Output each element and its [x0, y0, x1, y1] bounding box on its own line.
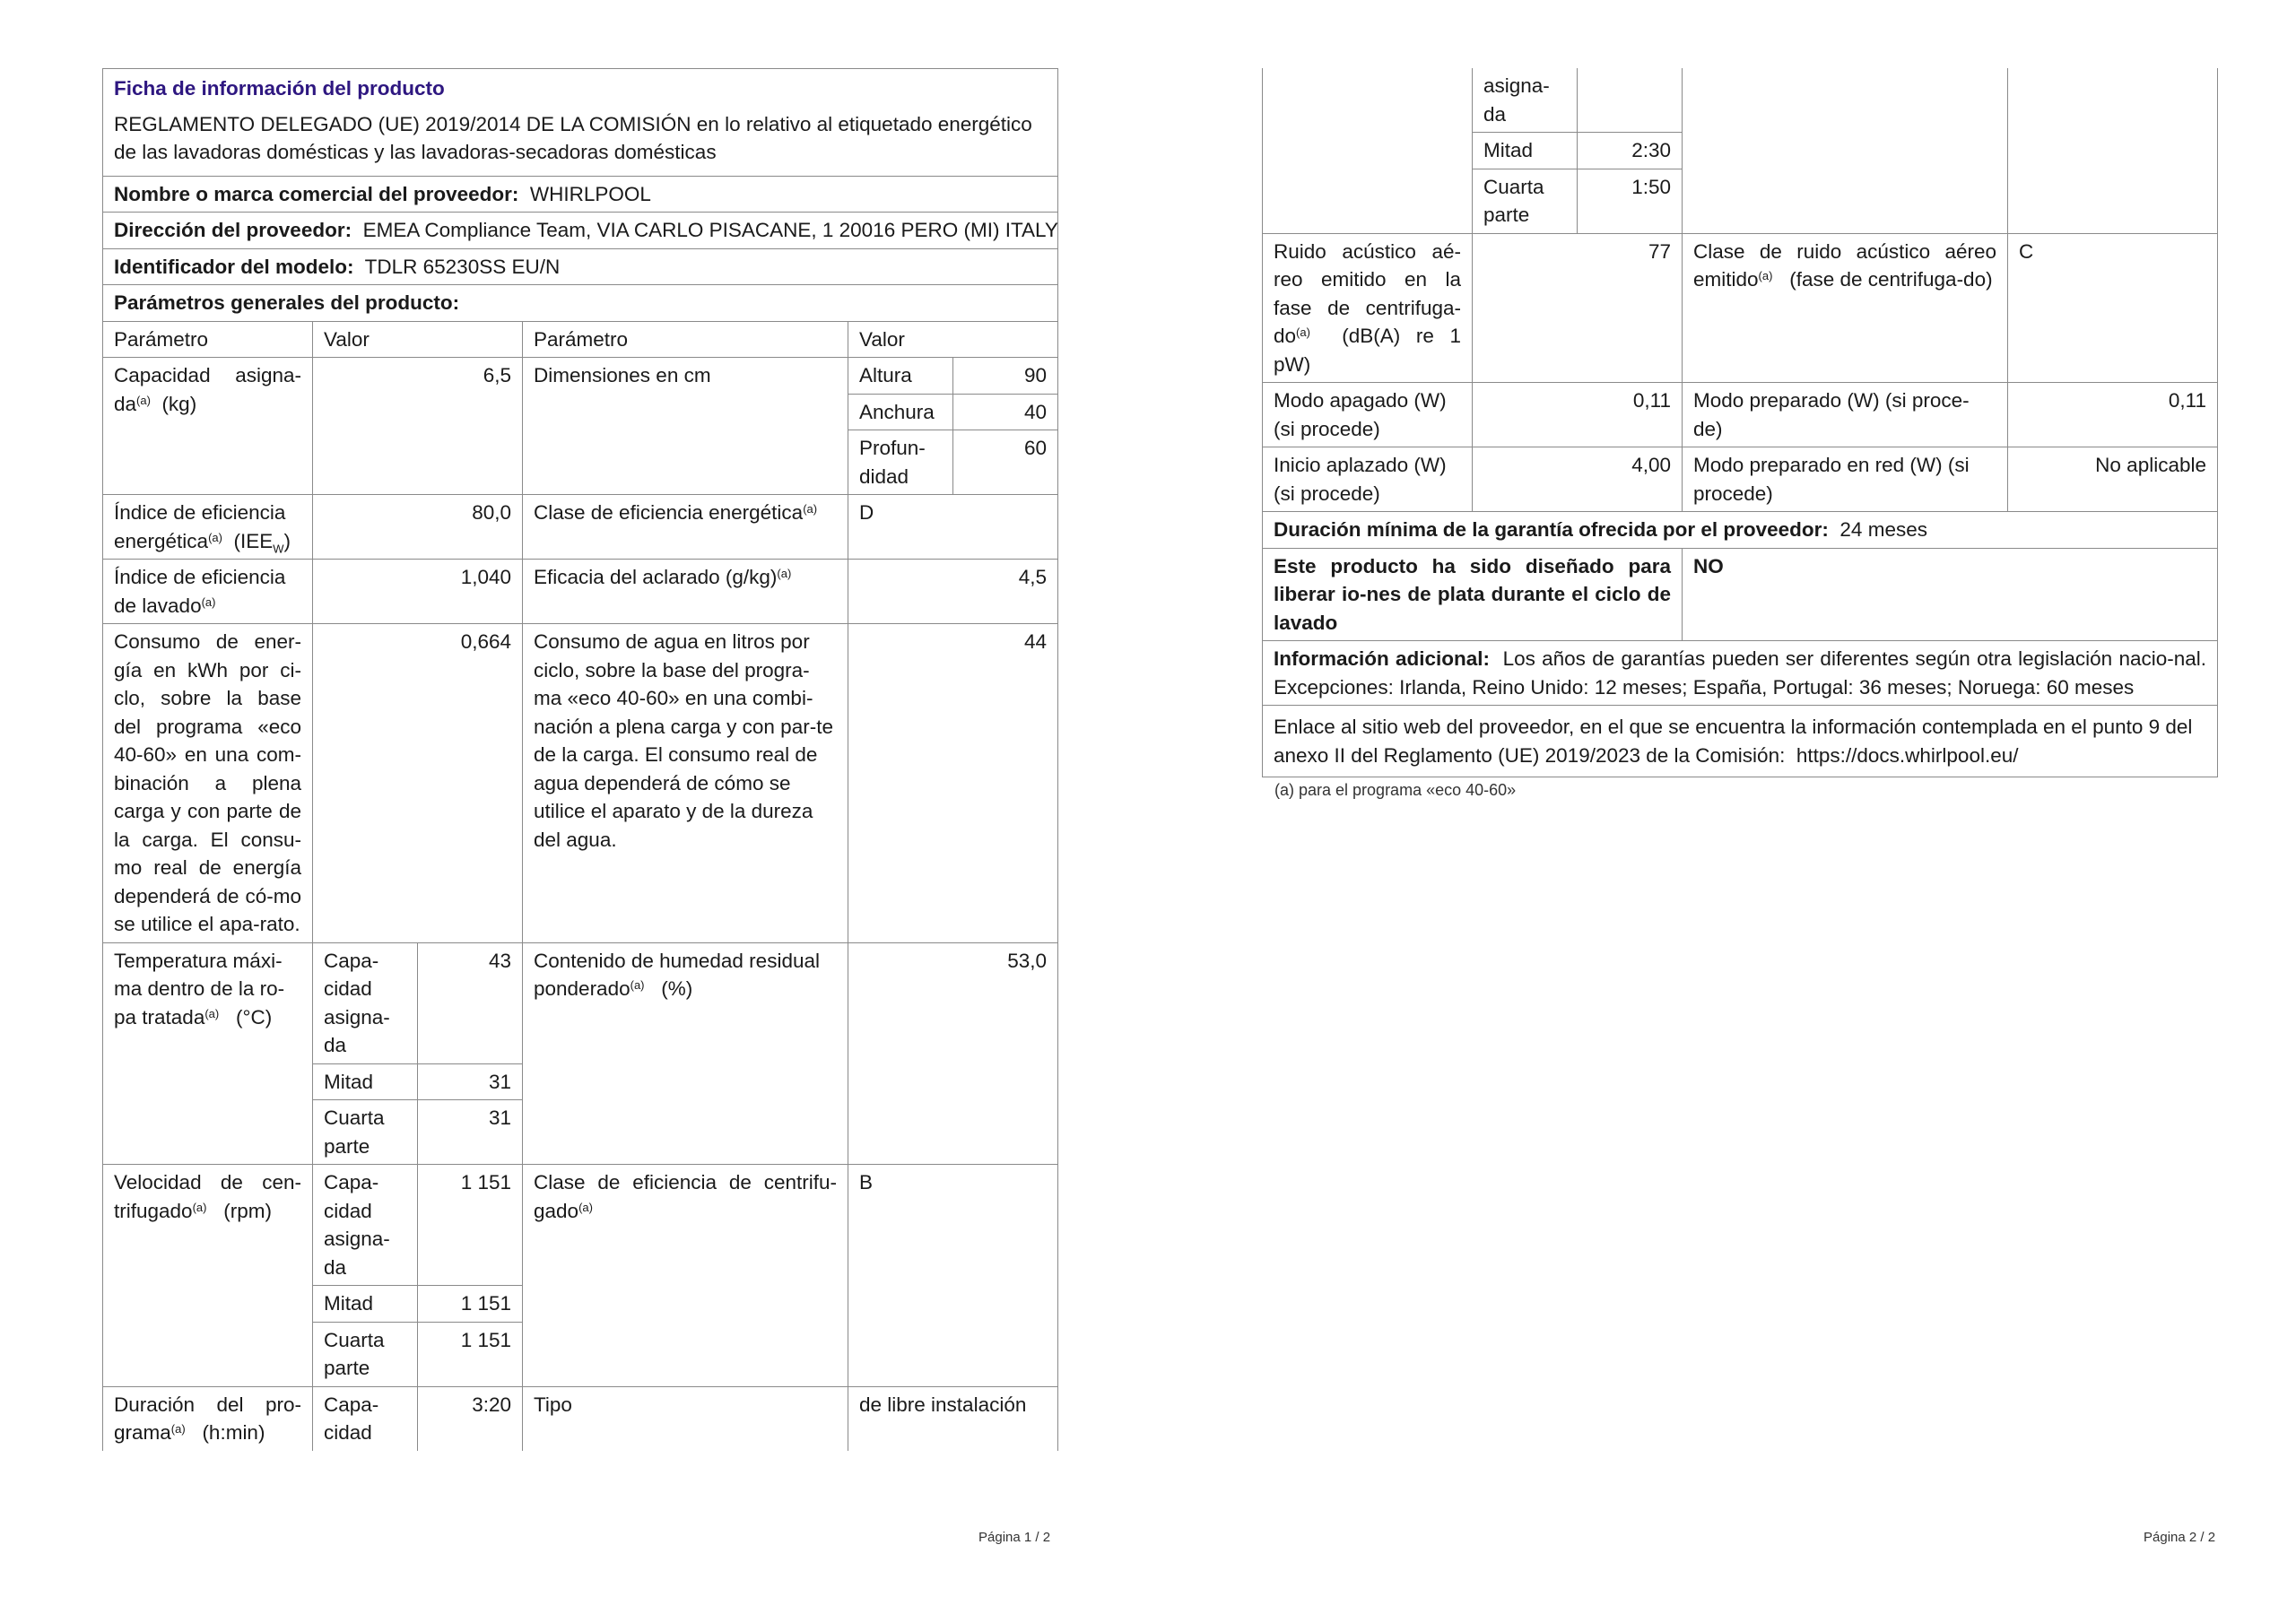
- capacity-value: 6,5: [313, 358, 523, 495]
- spin-class-label: Clase de eficiencia de centrifu-gado$^{(a)}$: [523, 1165, 848, 1387]
- spin-quarter-value: 1 151: [418, 1322, 523, 1386]
- website-row: [1263, 706, 2218, 777]
- type-value-continued: [2008, 68, 2218, 233]
- spin-half-label: Mitad: [313, 1286, 418, 1323]
- moisture-value: 53,0: [848, 942, 1058, 1165]
- header-parameter-1: Parámetro: [103, 321, 313, 358]
- water-consumption-label: Consumo de agua en litros por ciclo, sobre la base del progra-ma «eco 40-60» en una combi-nación a plena carga y con par-te de la carga. El consumo real de agua dependerá de cómo se utilice el aparato y de la dureza del agua.: [523, 624, 848, 943]
- energy-consumption-label: Consumo de ener-gía en kWh por ci-clo, sobre la base del programa «eco 40-60» en una com-binación a plena carga y con parte de la carga. El consu-mo real de energía dependerá de có-mo se utilice el apa-rato.: [103, 624, 313, 943]
- duration-rated-label-part2: asigna-da: [1473, 68, 1578, 133]
- spin-rated-value: 1 151: [418, 1165, 523, 1286]
- noise-class-label: Clase de ruido acústico aéreo emitido$^{(a)}$ (fase de centrifuga-do): [1683, 233, 2008, 383]
- energy-class-value: D: [848, 495, 1058, 560]
- standby-label: Modo preparado (W) (si proce-de): [1683, 383, 2008, 447]
- supplier-name-label: Nombre o marca comercial del proveedor:: [114, 182, 519, 205]
- supplier-address: EMEA Compliance Team, VIA CARLO PISACANE, 1 20016 PERO (MI) ITALY: [362, 219, 1058, 241]
- max-temp-half-label: Mitad: [313, 1063, 418, 1100]
- general-parameters-heading: Parámetros generales del producto:: [103, 285, 1058, 322]
- model-identifier: TDLR 65230SS EU/N: [364, 255, 561, 278]
- type-label: Tipo: [523, 1386, 848, 1451]
- duration-half-value: 2:30: [1578, 133, 1683, 169]
- product-info-table: [102, 68, 1058, 1451]
- supplier-address-row: [103, 213, 1058, 249]
- header-parameter-2: Parámetro: [523, 321, 848, 358]
- width-value: 40: [953, 394, 1058, 430]
- spin-half-value: 1 151: [418, 1286, 523, 1323]
- duration-half-label: Mitad: [1473, 133, 1578, 169]
- silver-ions-label: Este producto ha sido diseñado para liberar io-nes de plata durante el ciclo de lavado: [1263, 548, 1683, 641]
- warranty-label: Duración mínima de la garantía ofrecida por el proveedor:: [1274, 518, 1829, 541]
- depth-value: 60: [953, 430, 1058, 495]
- networked-standby-label: Modo preparado en red (W) (si procede): [1683, 447, 2008, 512]
- duration-label: Duración del pro-grama$^{(a)}$ (h:min): [103, 1386, 313, 1451]
- dimensions-label: Dimensiones en cm: [523, 358, 848, 495]
- height-value: 90: [953, 358, 1058, 395]
- energy-class-label: Clase de eficiencia energética$^{(a)}$: [523, 495, 848, 560]
- washing-index-label: Índice de eficiencia de lavado$^{(a)}$: [103, 560, 313, 624]
- regulation-text: REGLAMENTO DELEGADO (UE) 2019/2014 DE LA COMISIÓN en lo relativo al etiquetado energético de las lavadoras domésticas y las lavadoras-secadoras domésticas: [103, 107, 1058, 177]
- duration-quarter-label: Cuarta parte: [1473, 169, 1578, 233]
- eei-value: 80,0: [313, 495, 523, 560]
- spin-quarter-label: Cuarta parte: [313, 1322, 418, 1386]
- duration-rated-value-continued: [1578, 68, 1683, 133]
- spin-speed-label: Velocidad de cen-trifugado$^{(a)}$ (rpm): [103, 1165, 313, 1387]
- off-mode-label: Modo apagado (W) (si procede): [1263, 383, 1473, 447]
- max-temp-label: Temperatura máxi-ma dentro de la ro-pa tratada$^{(a)}$ (°C): [103, 942, 313, 1165]
- header-value-2: Valor: [848, 321, 1058, 358]
- noise-value: 77: [1473, 233, 1683, 383]
- silver-ions-value: NO: [1683, 548, 2218, 641]
- product-info-table-continued: [1262, 68, 2218, 777]
- additional-info-text: Los años de garantías pueden ser diferentes según otra legislación nacio-nal. Excepciones: Irlanda, Reino Unido: 12 meses; España, Portugal: 36 meses; Noruega: 60 meses: [1274, 647, 2206, 699]
- type-label-continued: [1683, 68, 2008, 233]
- max-temp-quarter-label: Cuarta parte: [313, 1100, 418, 1165]
- document-title: Ficha de información del producto: [103, 69, 1058, 107]
- delay-start-label: Inicio aplazado (W) (si procede): [1263, 447, 1473, 512]
- delay-start-value: 4,00: [1473, 447, 1683, 512]
- rinsing-value: 4,5: [848, 560, 1058, 624]
- height-label: Altura: [848, 358, 953, 395]
- spin-rated-label: Capa-cidad asigna-da: [313, 1165, 418, 1286]
- website-text: Enlace al sitio web del proveedor, en el que se encuentra la información contemplada en el punto 9 del anexo II del Reglamento (UE) 2019/2023 de la Comisión:: [1274, 716, 2193, 767]
- washing-index-value: 1,040: [313, 560, 523, 624]
- max-temp-rated-label: Capa-cidad asigna-da: [313, 942, 418, 1063]
- supplier-name-row: [103, 176, 1058, 213]
- off-mode-value: 0,11: [1473, 383, 1683, 447]
- spin-class-value: B: [848, 1165, 1058, 1387]
- footnote: (a) para el programa «eco 40-60»: [1274, 781, 1517, 799]
- table-header-row: [103, 321, 1058, 358]
- duration-label-continued: [1263, 68, 1473, 233]
- rinsing-label: Eficacia del aclarado $(g/kg)^{(a)}$: [523, 560, 848, 624]
- max-temp-half-value: 31: [418, 1063, 523, 1100]
- model-row: [103, 248, 1058, 285]
- page-2: [1262, 68, 2217, 800]
- eei-label: Índice de eficiencia energética$^{(a)}$ $(IEE_W)$: [103, 495, 313, 560]
- moisture-label: Contenido de humedad residual ponderado$^{(a)}$ (%): [523, 942, 848, 1165]
- capacity-label: Capacidad asigna-$da^{(a)}$ (kg): [103, 358, 313, 495]
- max-temp-rated-value: 43: [418, 942, 523, 1063]
- duration-rated-value: 3:20: [418, 1386, 523, 1451]
- supplier-name: WHIRLPOOL: [529, 182, 651, 205]
- page-number-2: Página 2 / 2: [2144, 1530, 2216, 1545]
- depth-label: Profun-didad: [848, 430, 953, 495]
- warranty-value: 24 meses: [1839, 518, 1927, 541]
- energy-consumption-value: 0,664: [313, 624, 523, 943]
- water-consumption-value: 44: [848, 624, 1058, 943]
- duration-quarter-value: 1:50: [1578, 169, 1683, 233]
- header-value-1: Valor: [313, 321, 523, 358]
- width-label: Anchura: [848, 394, 953, 430]
- networked-standby-value: No aplicable: [2008, 447, 2218, 512]
- additional-info-row: [1263, 641, 2218, 706]
- supplier-address-label: Dirección del proveedor:: [114, 219, 352, 241]
- model-label: Identificador del modelo:: [114, 255, 354, 278]
- standby-value: 0,11: [2008, 383, 2218, 447]
- warranty-row: [1263, 512, 2218, 549]
- duration-rated-label-part1: Capa-cidad: [313, 1386, 418, 1451]
- supplier-website-link[interactable]: https://docs.whirlpool.eu/: [1796, 743, 2019, 767]
- type-value: de libre instalación: [848, 1386, 1058, 1451]
- page-1: [102, 68, 1057, 1451]
- noise-label: Ruido acústico aé-reo emitido en la fase de centrifuga-$do^{(a)}$ (dB(A) re 1 pW): [1263, 233, 1473, 383]
- additional-info-label: Información adicional:: [1274, 647, 1491, 670]
- max-temp-quarter-value: 31: [418, 1100, 523, 1165]
- page-number-1: Página 1 / 2: [978, 1530, 1051, 1545]
- noise-class-value: C: [2008, 233, 2218, 383]
